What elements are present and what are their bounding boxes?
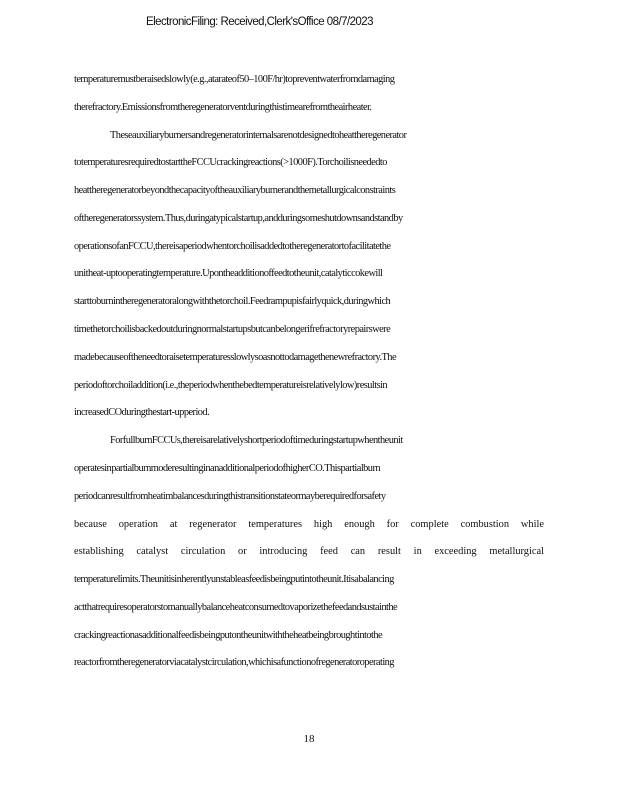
text-line: oftheregeneratorssystem.Thus,duringatypicalstartup,andduringsomeshutdownsandstandby	[74, 213, 403, 224]
text-line: timethetorchoilisbackedoutduringnormalstartupsbutcanbelongerifrefractoryrepairswere	[74, 324, 391, 335]
text-line: temperaturelimits.Theunitisinherentlyunstableasfeedisbeingputintotheunit.Itisabalancing	[74, 574, 394, 585]
text-line: temperaturemustberaisedslowly(e.g.,atarateof50–100F/hr)topreventwaterfromdamaging	[74, 74, 395, 85]
text-line: reactorfromtheregeneratorviacatalystcirculation,whichisafunctionofregeneratoroperating	[74, 657, 394, 668]
text-line: periodoftorchoiladdition(i.e.,theperiodwhenthebedtemperatureisrelativelylow)resultsin	[74, 380, 388, 391]
text-line: establishing catalyst circulation or introducing feed can result in exceeding metallurgical	[74, 546, 544, 557]
text-line: heattheregeneratorbeyondthecapacityoftheauxiliaryburnerandthemetallurgicalconstraints	[74, 185, 396, 196]
text-line: operatesinpartialburnmoderesultinginanadditionalperiodofhigherCO.Thispartialburn	[74, 463, 381, 474]
filing-header: ElectronicFiling: Received,Clerk'sOffice 08/7/2023	[146, 16, 373, 28]
text-line: because operation at regenerator temperatures high enough for complete combustion while	[74, 519, 544, 530]
text-line: starttoburnintheregeneratoralongwiththetorchoil.Feedrampupisfairlyquick,duringwhich	[74, 296, 391, 307]
text-line: periodcanresultfromheatimbalancesduringthistransitionstateormayberequiredforsafety	[74, 491, 386, 502]
text-line: crackingreactionasadditionalfeedisbeingputontheunitwiththeheatbeingbroughtintothe	[74, 630, 383, 641]
text-line: therefractory.Emissionsfromtheregeneratorventduringthistimearefromtheairheater.	[74, 102, 372, 113]
text-line: totemperaturesrequiredtostarttheFCCUcrackingreactions(>1000F).Torchoilisneededto	[74, 157, 387, 168]
text-line: operationsofanFCCU,thereisaperiodwhentorchoilisaddedtotheregeneratortofacilitatethe	[74, 241, 391, 252]
text-line: ForfullburnFCCUs,thereisarelativelyshortperiodoftimeduringstartupwhentheunit	[110, 435, 403, 446]
text-line: madebecauseoftheneedtoraisetemperaturesslowlysoasnottodamagethenewrefractory.The	[74, 352, 397, 363]
text-line: Theseauxiliaryburnersandregeneratorinternalsarenotdesignedtoheattheregenerator	[110, 130, 407, 141]
page-number: 18	[303, 733, 315, 745]
text-line: actthatrequiresoperatorstomanuallybalanceheatconsumedtovaporizethefeedandsustainthe	[74, 602, 398, 613]
text-line: unitheat-uptooperatingtemperature.Upontheadditionoffeedtotheunit,catalyticcokewill	[74, 268, 383, 279]
text-line: increasedCOduringthestart-upperiod.	[74, 407, 210, 418]
